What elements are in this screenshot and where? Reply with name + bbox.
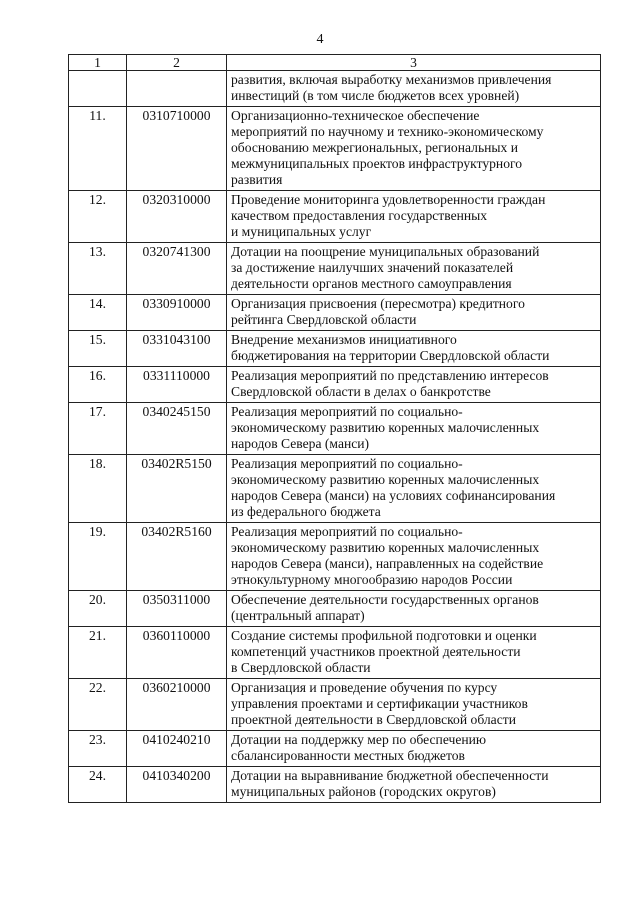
target-code: 0350311000 <box>127 591 227 627</box>
description-line: Организация присвоения (пересмотра) кредитного <box>231 296 525 311</box>
column-header-3: 3 <box>227 55 601 71</box>
purpose-description <box>227 367 601 403</box>
table-row <box>69 367 601 403</box>
description-line: народов Севера (манси), направленных на содействие <box>231 556 544 571</box>
table-row <box>69 767 601 803</box>
description-line: из федерального бюджета <box>231 504 381 519</box>
description-line: Внедрение механизмов инициативного <box>231 332 457 347</box>
table-row <box>69 403 601 455</box>
row-number <box>69 71 127 107</box>
table-row <box>69 627 601 679</box>
description-line: Проведение мониторинга удовлетворенности граждан <box>231 192 546 207</box>
row-number: 16. <box>69 367 127 403</box>
purpose-description <box>227 191 601 243</box>
table-row <box>69 731 601 767</box>
table-row <box>69 331 601 367</box>
column-header-2: 2 <box>127 55 227 71</box>
row-number: 22. <box>69 679 127 731</box>
table-row <box>69 243 601 295</box>
purpose-description <box>227 679 601 731</box>
row-number: 20. <box>69 591 127 627</box>
purpose-description <box>227 71 601 107</box>
description-line: Дотации на выравнивание бюджетной обеспеченности <box>231 768 549 783</box>
target-code: 03402R5150 <box>127 455 227 523</box>
description-line: Организация и проведение обучения по курсу <box>231 680 498 695</box>
description-line: Реализация мероприятий по социально- <box>231 404 463 419</box>
description-line: качеством предоставления государственных <box>231 208 488 223</box>
page-number: 4 <box>316 32 324 47</box>
table-row <box>69 191 601 243</box>
table-row <box>69 71 601 107</box>
row-number: 13. <box>69 243 127 295</box>
purpose-description <box>227 767 601 803</box>
description-line: проектной деятельности в Свердловской области <box>231 712 516 727</box>
target-code: 0340245150 <box>127 403 227 455</box>
target-code: 0320741300 <box>127 243 227 295</box>
column-header-1: 1 <box>69 55 127 71</box>
target-code: 0330910000 <box>127 295 227 331</box>
description-line: и муниципальных услуг <box>231 224 372 239</box>
target-code: 0360210000 <box>127 679 227 731</box>
description-line: обоснованию межрегиональных, региональных и <box>231 140 519 155</box>
target-code: 03402R5160 <box>127 523 227 591</box>
description-line: в Свердловской области <box>231 660 371 675</box>
target-code <box>127 71 227 107</box>
description-line: Свердловской области в делах о банкротстве <box>231 384 491 399</box>
row-number: 24. <box>69 767 127 803</box>
description-line: инвестиций (в том числе бюджетов всех уровней) <box>231 88 520 103</box>
purpose-description <box>227 243 601 295</box>
target-code: 0331110000 <box>127 367 227 403</box>
purpose-description <box>227 627 601 679</box>
table-header-row <box>69 55 601 71</box>
purpose-description <box>227 107 601 191</box>
table-row <box>69 455 601 523</box>
row-number: 23. <box>69 731 127 767</box>
description-line: экономическому развитию коренных малочисленных <box>231 472 540 487</box>
row-number: 17. <box>69 403 127 455</box>
description-line: управления проектами и сертификации участников <box>231 696 528 711</box>
purpose-description <box>227 591 601 627</box>
table-row <box>69 591 601 627</box>
target-code: 0310710000 <box>127 107 227 191</box>
description-line: развития, включая выработку механизмов привлечения <box>231 72 552 87</box>
description-line: народов Севера (манси) <box>231 436 370 451</box>
row-number: 18. <box>69 455 127 523</box>
row-number: 15. <box>69 331 127 367</box>
table-body <box>69 71 601 803</box>
description-line: сбалансированности местных бюджетов <box>231 748 465 763</box>
description-line: муниципальных районов (городских округов) <box>231 784 496 799</box>
description-line: экономическому развитию коренных малочисленных <box>231 540 540 555</box>
target-code: 0320310000 <box>127 191 227 243</box>
purpose-description <box>227 403 601 455</box>
table-row <box>69 679 601 731</box>
purpose-description <box>227 731 601 767</box>
row-number: 11. <box>69 107 127 191</box>
description-line: развития <box>231 172 283 187</box>
budget-codes-table <box>68 54 601 803</box>
row-number: 19. <box>69 523 127 591</box>
description-line: Реализация мероприятий по социально- <box>231 524 463 539</box>
target-code: 0410240210 <box>127 731 227 767</box>
description-line: Организационно-техническое обеспечение <box>231 108 480 123</box>
description-line: компетенций участников проектной деятельности <box>231 644 521 659</box>
purpose-description <box>227 455 601 523</box>
description-line: Обеспечение деятельности государственных органов <box>231 592 539 607</box>
description-line: Реализация мероприятий по представлению интересов <box>231 368 549 383</box>
table-row <box>69 523 601 591</box>
description-line: мероприятий по научному и технико-экономическому <box>231 124 544 139</box>
description-line: экономическому развитию коренных малочисленных <box>231 420 540 435</box>
description-line: народов Севера (манси) на условиях софинансирования <box>231 488 556 503</box>
description-line: бюджетирования на территории Свердловской области <box>231 348 550 363</box>
purpose-description <box>227 295 601 331</box>
description-line: Создание системы профильной подготовки и оценки <box>231 628 537 643</box>
purpose-description <box>227 331 601 367</box>
target-code: 0410340200 <box>127 767 227 803</box>
description-line: за достижение наилучших значений показателей <box>231 260 514 275</box>
row-number: 12. <box>69 191 127 243</box>
row-number: 21. <box>69 627 127 679</box>
description-line: межмуниципальных проектов инфраструктурного <box>231 156 523 171</box>
row-number: 14. <box>69 295 127 331</box>
description-line: (центральный аппарат) <box>231 608 365 623</box>
description-line: этнокультурному многообразию народов России <box>231 572 513 587</box>
description-line: рейтинга Свердловской области <box>231 312 417 327</box>
table-row <box>69 295 601 331</box>
description-line: Реализация мероприятий по социально- <box>231 456 463 471</box>
description-line: Дотации на поддержку мер по обеспечению <box>231 732 487 747</box>
purpose-description <box>227 523 601 591</box>
description-line: деятельности органов местного самоуправления <box>231 276 512 291</box>
table-row <box>69 107 601 191</box>
description-line: Дотации на поощрение муниципальных образований <box>231 244 540 259</box>
target-code: 0331043100 <box>127 331 227 367</box>
target-code: 0360110000 <box>127 627 227 679</box>
